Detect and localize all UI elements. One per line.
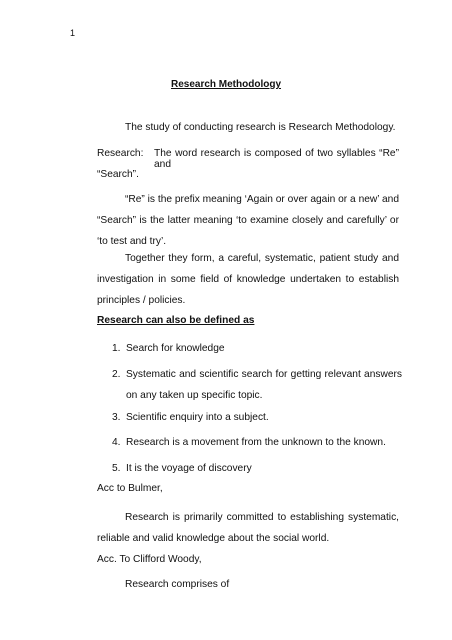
list-number: 4. [112,437,121,448]
list-item [112,407,402,428]
intro-line: The study of conducting research is Research Methodology. [125,122,396,133]
list-text: Search for knowledge [126,343,225,354]
definitions-heading: Research can also be defined as [97,315,255,326]
list-number: 2. [112,369,121,380]
bulmer-paragraph: Research is primarily committed to establishing systematic, reliable and valid knowledge about the social world. [97,512,399,544]
prefix-paragraph: “Re” is the prefix meaning ‘Again or over again or a new’ and “Search” is the latter meaning ‘to examine closely and carefully’ or ‘to test and try’. [97,194,399,247]
list-item [112,364,402,406]
list-text: Systematic and scientific search for getting relevant answers on any taken up specific topic. [126,369,402,401]
page-number: 1 [70,28,76,38]
list-text: Scientific enquiry into a subject. [126,412,269,423]
list-number: 1. [112,343,121,354]
woody-label: Acc. To Clifford Woody, [97,554,202,565]
research-definition-line1: The word research is composed of two syllables “Re” and [154,148,399,170]
document-title: Research Methodology [170,79,282,90]
list-number: 5. [112,463,121,474]
list-number: 3. [112,412,121,423]
list-item [112,338,402,359]
bulmer-label: Acc to Bulmer, [97,483,163,494]
research-label: Research: [97,148,144,159]
research-definition-line2: “Search”. [97,169,139,180]
together-paragraph: Together they form, a careful, systematic, patient study and investigation in some field of knowledge undertaken to establish principles / policies. [97,253,399,306]
list-text: It is the voyage of discovery [126,463,252,474]
list-item [112,432,402,453]
list-text: Research is a movement from the unknown to the known. [126,437,386,448]
list-item [112,458,402,479]
woody-text: Research comprises of [125,579,230,590]
